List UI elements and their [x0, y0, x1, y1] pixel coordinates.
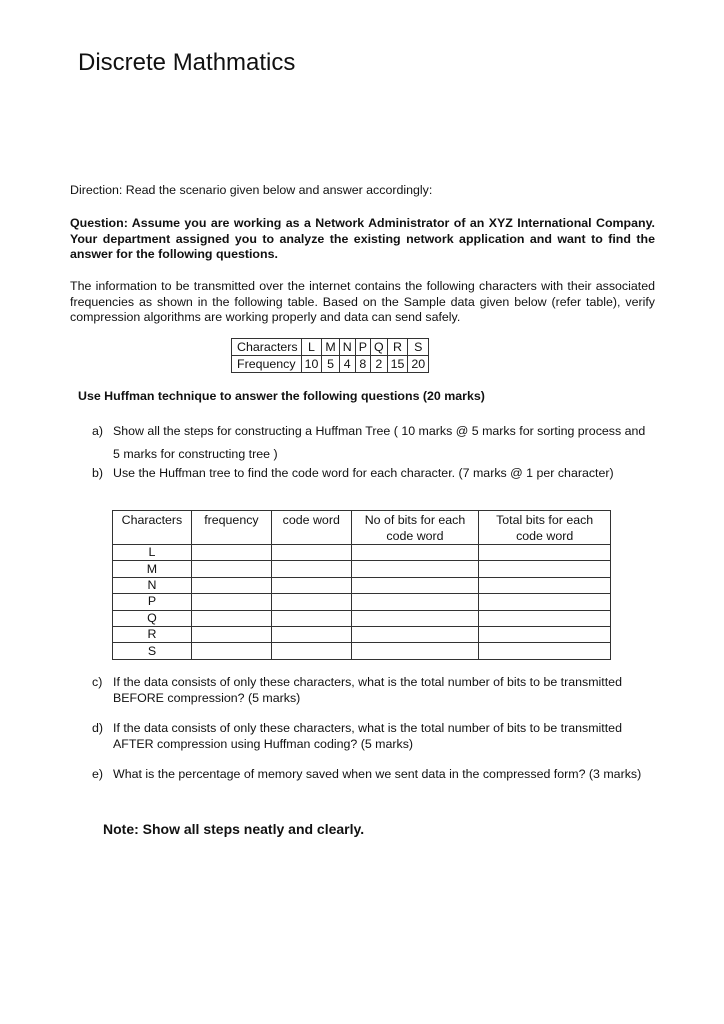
question-e-text: What is the percentage of memory saved when we sent data in the compressed form? (3 marks)	[113, 767, 642, 781]
question-c-text: If the data consists of only these characters, what is the total number of bits to be transmitted BEFORE compression? (5 marks)	[113, 675, 622, 705]
code-table-empty-cell[interactable]	[191, 610, 271, 626]
note-text: Note: Show all steps neatly and clearly.	[103, 821, 365, 837]
code-table-empty-cell[interactable]	[191, 626, 271, 642]
question-text: Question: Assume you are working as a Network Administrator of an XYZ International Company. Your department assigned you to analyze the existing network application and want to find the answer for the following questions.	[70, 216, 655, 262]
code-table-char: S	[113, 643, 192, 659]
code-table-char: R	[113, 626, 192, 642]
code-table-empty-cell[interactable]	[351, 594, 479, 610]
code-table-empty-cell[interactable]	[191, 561, 271, 577]
table-row	[113, 561, 611, 577]
code-table-char: N	[113, 577, 192, 593]
document-title: Discrete Mathmatics	[78, 49, 296, 76]
code-table-empty-cell[interactable]	[351, 577, 479, 593]
scenario-info-text: The information to be transmitted over the internet contains the following characters with their associated frequencies as shown in the following table. Based on the Sample data given below (refer table), verify compression algorithms are working properly and data can send safely.	[70, 279, 655, 325]
frequency-table-char: Q	[370, 339, 387, 356]
frequency-table-char: R	[387, 339, 408, 356]
code-table-empty-cell[interactable]	[479, 626, 611, 642]
frequency-table-value: 5	[322, 356, 339, 373]
question-a-letter: a)	[92, 424, 104, 438]
code-table-empty-cell[interactable]	[479, 561, 611, 577]
code-table-empty-cell[interactable]	[271, 545, 351, 561]
code-table-empty-cell[interactable]	[479, 577, 611, 593]
code-table-char: M	[113, 561, 192, 577]
code-table-header-total-bits: Total bits for each code word	[479, 511, 611, 545]
code-table-header-code-word: code word	[271, 511, 351, 545]
question-e-letter: e)	[92, 767, 104, 781]
frequency-table-value: 2	[370, 356, 387, 373]
frequency-table-characters-row	[232, 339, 429, 356]
code-table-empty-cell[interactable]	[351, 561, 479, 577]
frequency-table-value: 20	[408, 356, 429, 373]
code-table-empty-cell[interactable]	[271, 594, 351, 610]
code-table-empty-cell[interactable]	[271, 610, 351, 626]
code-table-empty-cell[interactable]	[479, 545, 611, 561]
question-b-letter: b)	[92, 466, 104, 480]
code-table-char: Q	[113, 610, 192, 626]
frequency-table-value: 8	[355, 356, 370, 373]
question-c-letter: c)	[92, 675, 103, 689]
frequency-table-char: L	[301, 339, 322, 356]
code-table-empty-cell[interactable]	[191, 594, 271, 610]
frequency-table-char: N	[339, 339, 355, 356]
code-table-empty-cell[interactable]	[351, 643, 479, 659]
code-table-empty-cell[interactable]	[271, 577, 351, 593]
frequency-table-frequency-label: Frequency	[232, 356, 302, 373]
code-table-empty-cell[interactable]	[351, 610, 479, 626]
code-table-empty-cell[interactable]	[271, 561, 351, 577]
code-table-empty-cell[interactable]	[479, 594, 611, 610]
frequency-table-char: S	[408, 339, 429, 356]
question-a-text: Show all the steps for constructing a Huffman Tree ( 10 marks @ 5 marks for sorting process and 5 marks for constructing tree )	[113, 424, 646, 461]
frequency-table	[231, 338, 429, 373]
code-table-header-characters: Characters	[113, 511, 192, 545]
code-table-empty-cell[interactable]	[271, 626, 351, 642]
table-row	[113, 577, 611, 593]
table-row	[113, 626, 611, 642]
huffman-section-title: Use Huffman technique to answer the following questions (20 marks)	[78, 389, 485, 403]
code-table-empty-cell[interactable]	[271, 643, 351, 659]
code-table-empty-cell[interactable]	[191, 545, 271, 561]
question-d-letter: d)	[92, 721, 104, 735]
code-table-empty-cell[interactable]	[351, 545, 479, 561]
code-table-empty-cell[interactable]	[479, 610, 611, 626]
frequency-table-char: M	[322, 339, 339, 356]
code-table-empty-cell[interactable]	[191, 643, 271, 659]
table-row	[113, 610, 611, 626]
frequency-table-frequency-row	[232, 356, 429, 373]
frequency-table-value: 15	[387, 356, 408, 373]
code-word-table-header-row	[113, 511, 611, 545]
table-row	[113, 545, 611, 561]
direction-text: Direction: Read the scenario given below and answer accordingly:	[70, 183, 433, 197]
code-table-char: L	[113, 545, 192, 561]
code-table-empty-cell[interactable]	[351, 626, 479, 642]
question-d-text: If the data consists of only these characters, what is the total number of bits to be transmitted AFTER compression using Huffman coding? (5 marks)	[113, 721, 622, 751]
table-row	[113, 643, 611, 659]
table-row	[113, 594, 611, 610]
code-table-char: P	[113, 594, 192, 610]
code-table-header-bits-each: No of bits for each code word	[351, 511, 479, 545]
frequency-table-value: 4	[339, 356, 355, 373]
code-word-table	[112, 510, 611, 660]
frequency-table-characters-label: Characters	[232, 339, 302, 356]
code-table-header-frequency: frequency	[191, 511, 271, 545]
code-table-empty-cell[interactable]	[479, 643, 611, 659]
code-table-empty-cell[interactable]	[191, 577, 271, 593]
frequency-table-char: P	[355, 339, 370, 356]
question-b-text: Use the Huffman tree to find the code word for each character. (7 marks @ 1 per character)	[113, 466, 614, 480]
frequency-table-value: 10	[301, 356, 322, 373]
